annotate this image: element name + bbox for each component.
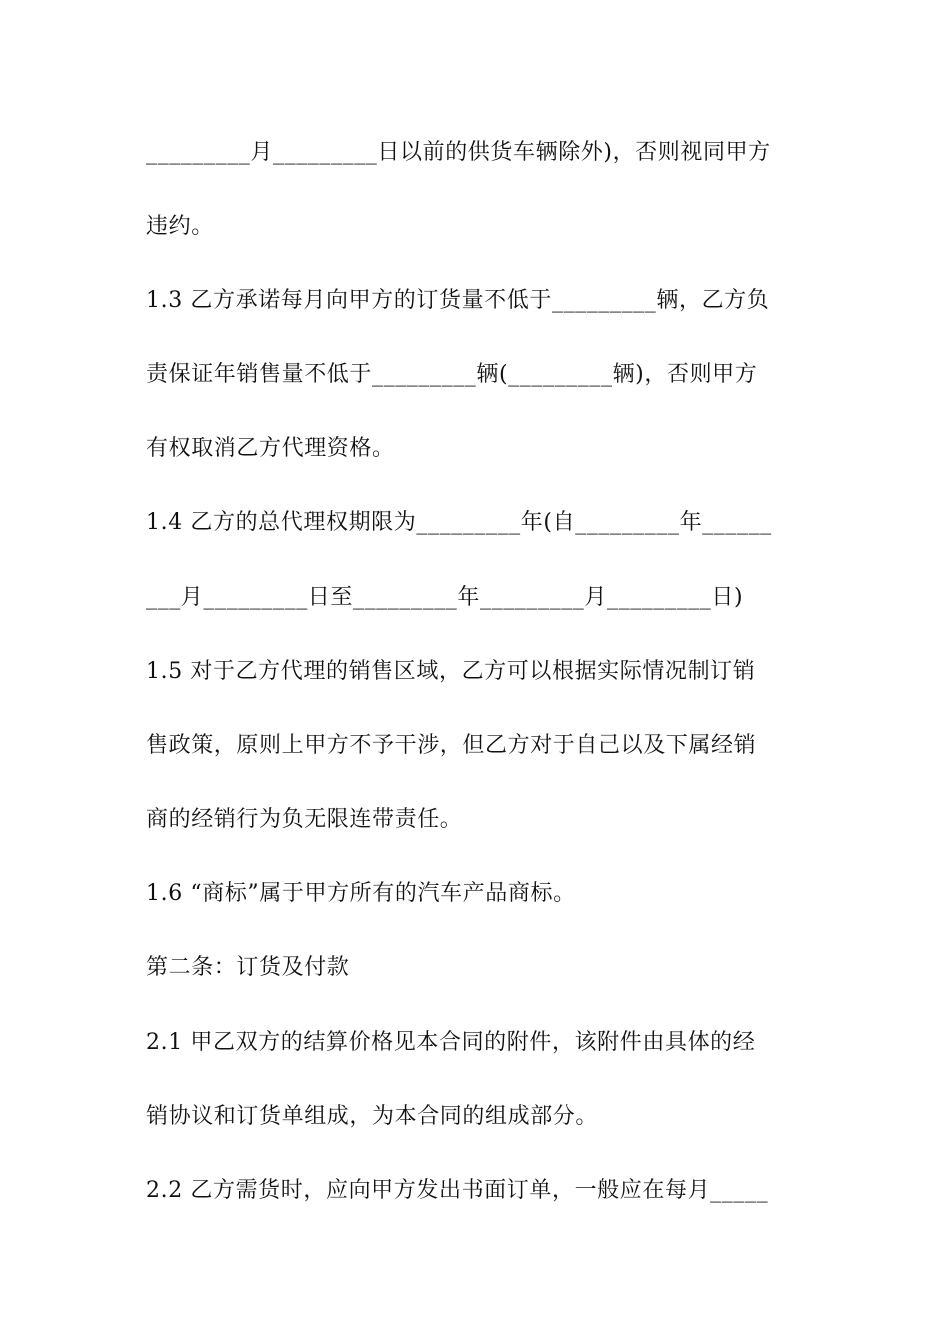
text-line: 1.4 乙方的总代理权期限为_________年(自_________年______ bbox=[146, 510, 772, 535]
text-line: 2.2 乙方需货时，应向甲方发出书面订单，一般应在每月_____ bbox=[146, 1178, 769, 1203]
text-line: _________月_________日以前的供货车辆除外)，否则视同甲方 bbox=[146, 140, 771, 165]
text-line: 1.3 乙方承诺每月向甲方的订货量不低于_________辆，乙方负 bbox=[146, 288, 770, 313]
text-line: 销协议和订货单组成，为本合同的组成部分。 bbox=[146, 1104, 599, 1129]
text-line: ___月_________日至_________年_________月_________日) bbox=[146, 585, 744, 610]
section-heading: 第二条：订货及付款 bbox=[146, 955, 350, 980]
text-line: 2.1 甲乙双方的结算价格见本合同的附件，该附件由具体的经 bbox=[146, 1030, 756, 1055]
text-line: 商的经销行为负无限连带责任。 bbox=[146, 807, 463, 832]
text-line: 1.6 “商标”属于甲方所有的汽车产品商标。 bbox=[146, 881, 576, 906]
text-line: 1.5 对于乙方代理的销售区域，乙方可以根据实际情况制订销 bbox=[146, 659, 756, 684]
text-line: 有权取消乙方代理资格。 bbox=[146, 436, 395, 461]
text-line: 售政策，原则上甲方不予干涉，但乙方对于自己以及下属经销 bbox=[146, 733, 757, 758]
text-line: 责保证年销售量不低于_________辆(_________辆)，否则甲方 bbox=[146, 362, 758, 387]
text-line: 违约。 bbox=[146, 214, 214, 239]
